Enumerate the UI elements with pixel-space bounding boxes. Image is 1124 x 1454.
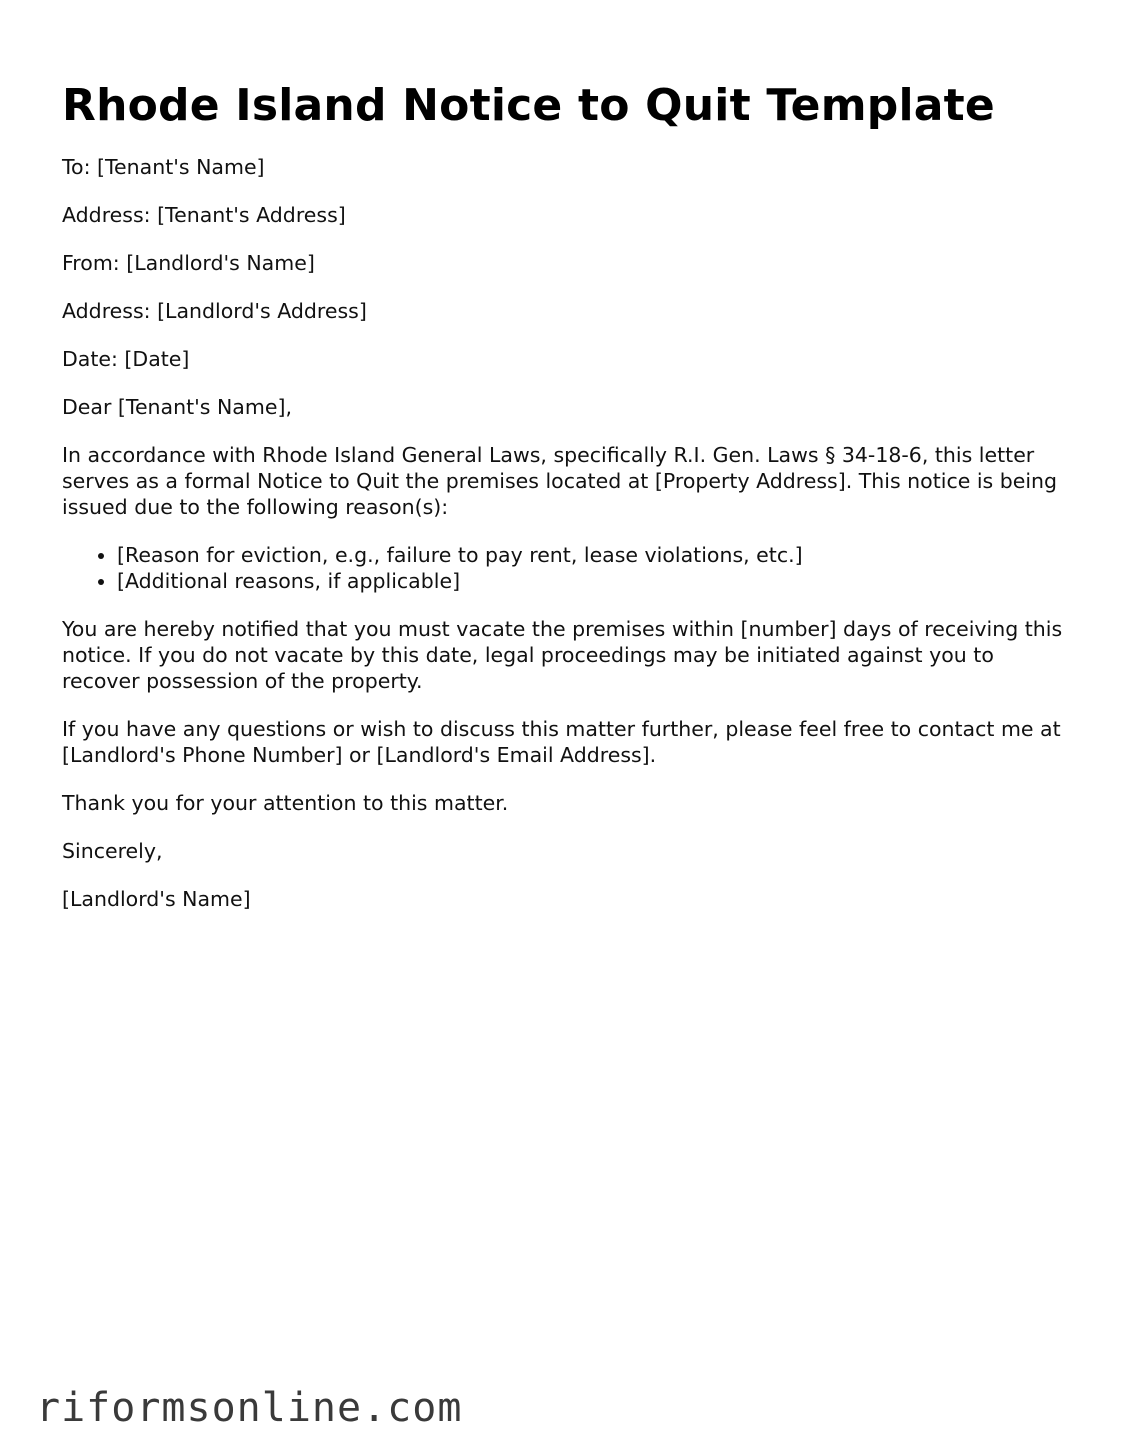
document-page — [62, 78, 1072, 934]
from-address-line: Address: [Landlord's Address] — [62, 299, 367, 323]
date-line: Date: [Date] — [62, 347, 190, 371]
salutation: Dear [Tenant's Name], — [62, 395, 292, 419]
to-address-line: Address: [Tenant's Address] — [62, 203, 346, 227]
site-watermark: riformsonline.com — [36, 1385, 463, 1431]
from-line: From: [Landlord's Name] — [62, 251, 315, 275]
document-title: Rhode Island Notice to Quit Template — [62, 80, 995, 131]
thanks-line: Thank you for your attention to this matter. — [62, 791, 509, 815]
closing-line: Sincerely, — [62, 839, 163, 863]
signature-line: [Landlord's Name] — [62, 887, 251, 911]
list-item: • [Additional reasons, if applicable] — [117, 568, 1072, 594]
list-item: • [Reason for eviction, e.g., failure to pay rent, lease violations, etc.] — [117, 542, 1072, 568]
vacate-paragraph: You are hereby notified that you must vacate the premises within [number] days of receiving this notice. If you do not vacate by this date, legal proceedings may be initiated against you to recover possession of the property. — [62, 617, 1063, 693]
reasons-list — [62, 542, 1072, 594]
intro-paragraph: In accordance with Rhode Island General Laws, specifically R.I. Gen. Laws § 34-18-6, this letter serves as a formal Notice to Quit the premises located at [Property Address]. This notice is being issued due to the following reason(s): — [62, 443, 1058, 519]
to-line: To: [Tenant's Name] — [62, 155, 265, 179]
contact-paragraph: If you have any questions or wish to discuss this matter further, please feel free to contact me at [Landlord's Phone Number] or [Landlord's Email Address]. — [62, 717, 1061, 767]
